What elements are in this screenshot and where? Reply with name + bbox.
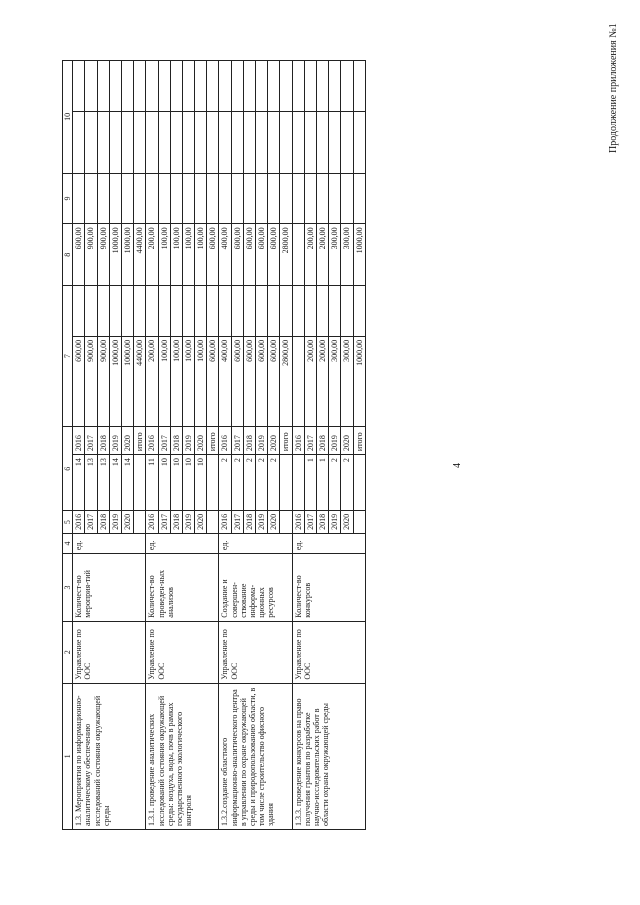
col7-cell [256, 286, 268, 337]
indicator-value: 14 [73, 455, 85, 511]
col10-cell [316, 111, 328, 173]
finance-year: 2018 [170, 426, 182, 454]
table-row [219, 61, 231, 830]
col9-cell [97, 173, 109, 224]
finance-year: 2016 [73, 426, 85, 454]
total-empty [280, 511, 292, 534]
col10-cell [304, 111, 316, 173]
total-empty [134, 511, 146, 534]
indicator-value: 1 [316, 455, 328, 511]
col10b-cell [316, 61, 328, 112]
col10b-cell [158, 61, 170, 112]
unit: ед. [292, 533, 365, 553]
total-label: итого [280, 426, 292, 454]
total-empty [353, 173, 365, 224]
total-empty [134, 111, 146, 173]
indicator-value: 2 [243, 455, 255, 511]
total-empty [353, 286, 365, 337]
col10-cell [85, 111, 97, 173]
col10-cell [97, 111, 109, 173]
column-number: 2 [63, 621, 73, 683]
column-number: 5 [63, 511, 73, 534]
finance-total: 900,00 [85, 336, 97, 426]
col10-cell [182, 111, 194, 173]
indicator-value: 14 [121, 455, 133, 511]
total-empty [353, 511, 365, 534]
indicator-value: 13 [97, 455, 109, 511]
total-finance: 2800,00 [280, 336, 292, 426]
col7-cell [85, 286, 97, 337]
col10b-cell [219, 61, 231, 112]
indicator-value: 13 [85, 455, 97, 511]
indicator-value: 2 [219, 455, 231, 511]
col7-cell [195, 286, 207, 337]
total-empty [207, 111, 219, 173]
total-empty [134, 286, 146, 337]
finance-year: 2019 [182, 426, 194, 454]
indicator-value: 2 [268, 455, 280, 511]
finance-year: 2017 [85, 426, 97, 454]
col7-cell [219, 286, 231, 337]
unit: ед. [219, 533, 292, 553]
col10b-cell [170, 61, 182, 112]
col10-cell [329, 111, 341, 173]
col10-cell [170, 111, 182, 173]
col10b-cell [268, 61, 280, 112]
executor: Управление по ООС [146, 621, 219, 683]
finance-total: 100,00 [195, 336, 207, 426]
regional-budget: 300,00 [329, 224, 341, 286]
executor: Управление по ООС [73, 621, 146, 683]
total-empty [280, 173, 292, 224]
total-empty [353, 455, 365, 511]
col10b-cell [85, 61, 97, 112]
col9-cell [109, 173, 121, 224]
unit: ед. [146, 533, 219, 553]
total-label: итого [353, 426, 365, 454]
column-number: 4 [63, 533, 73, 553]
regional-budget: 600,00 [268, 224, 280, 286]
regional-budget: 300,00 [341, 224, 353, 286]
column-number: 3 [63, 554, 73, 622]
finance-total: 1000,00 [121, 336, 133, 426]
col7-cell [292, 286, 304, 337]
executor: Управление по ООС [219, 621, 292, 683]
finance-total: 200,00 [316, 336, 328, 426]
col10-cell [158, 111, 170, 173]
total-budget: 2800,00 [280, 224, 292, 286]
table-row [73, 61, 85, 830]
total-empty [280, 61, 292, 112]
total-budget: 600,00 [207, 224, 219, 286]
col9-cell [268, 173, 280, 224]
col10-cell [109, 111, 121, 173]
indicator-value: 10 [182, 455, 194, 511]
program-table [62, 60, 366, 830]
finance-year: 2016 [219, 426, 231, 454]
column-number: 10 [63, 61, 73, 174]
total-empty [134, 173, 146, 224]
col10-cell [146, 111, 158, 173]
col10-cell [292, 111, 304, 173]
regional-budget: 200,00 [304, 224, 316, 286]
finance-year: 2020 [121, 426, 133, 454]
col9-cell [231, 173, 243, 224]
finance-year: 2019 [256, 426, 268, 454]
col10-cell [73, 111, 85, 173]
regional-budget: 100,00 [170, 224, 182, 286]
finance-total: 400,00 [219, 336, 231, 426]
measure-name: 1.3.1. проведение аналитических исследований состояния окружающей среды: воздуха, воды, почв в рамках государственного экологического контроля [146, 683, 219, 829]
indicator: Создание и совершен-ствование информа-ционных ресурсов [219, 554, 292, 622]
total-empty [207, 61, 219, 112]
year-cell: 2018 [97, 511, 109, 534]
col10b-cell [97, 61, 109, 112]
finance-year: 2017 [231, 426, 243, 454]
finance-year: 2020 [341, 426, 353, 454]
regional-budget: 200,00 [146, 224, 158, 286]
col9-cell [256, 173, 268, 224]
col9-cell [170, 173, 182, 224]
indicator-value: 10 [158, 455, 170, 511]
year-cell: 2017 [304, 511, 316, 534]
finance-total: 1000,00 [109, 336, 121, 426]
col9-cell [341, 173, 353, 224]
col7-cell [109, 286, 121, 337]
year-cell: 2017 [158, 511, 170, 534]
finance-year: 2018 [316, 426, 328, 454]
regional-budget: 900,00 [85, 224, 97, 286]
col10b-cell [304, 61, 316, 112]
finance-year: 2017 [304, 426, 316, 454]
finance-year: 2020 [268, 426, 280, 454]
col10b-cell [329, 61, 341, 112]
year-cell: 2018 [316, 511, 328, 534]
col7-cell [316, 286, 328, 337]
indicator-value: 2 [329, 455, 341, 511]
finance-year: 2016 [146, 426, 158, 454]
total-empty [353, 111, 365, 173]
finance-total: 600,00 [231, 336, 243, 426]
col7-cell [73, 286, 85, 337]
column-number: 6 [63, 426, 73, 510]
col9-cell [292, 173, 304, 224]
col10b-cell [231, 61, 243, 112]
total-finance: 1000,00 [353, 336, 365, 426]
regional-budget: 100,00 [182, 224, 194, 286]
year-cell: 2016 [146, 511, 158, 534]
indicator-value: 2 [256, 455, 268, 511]
year-cell: 2020 [268, 511, 280, 534]
col7-cell [97, 286, 109, 337]
col7-cell [231, 286, 243, 337]
finance-year: 2018 [243, 426, 255, 454]
indicator-value: 10 [195, 455, 207, 511]
col9-cell [329, 173, 341, 224]
total-empty [353, 61, 365, 112]
indicator-value: 11 [146, 455, 158, 511]
regional-budget: 900,00 [97, 224, 109, 286]
finance-total: 200,00 [304, 336, 316, 426]
col10-cell [243, 111, 255, 173]
year-cell: 2020 [341, 511, 353, 534]
indicator: Количест-во конкурсов [292, 554, 365, 622]
col7-cell [341, 286, 353, 337]
col9-cell [304, 173, 316, 224]
col7-cell [158, 286, 170, 337]
total-empty [134, 61, 146, 112]
total-empty [207, 286, 219, 337]
finance-year: 2020 [195, 426, 207, 454]
col7-cell [182, 286, 194, 337]
column-number: 7 [63, 286, 73, 427]
page-number: 4 [452, 463, 463, 468]
finance-total: 600,00 [243, 336, 255, 426]
measure-name: 1.3.3. проведение конкурсов на право получения грантов по разработке научно-исследовательских работ в области охраны окружающей среды [292, 683, 365, 829]
finance-total [292, 336, 304, 426]
unit: ед. [73, 533, 146, 553]
column-number: 8 [63, 224, 73, 286]
year-cell: 2016 [219, 511, 231, 534]
finance-year: 2016 [292, 426, 304, 454]
indicator-value: 2 [341, 455, 353, 511]
finance-year: 2019 [109, 426, 121, 454]
regional-budget: 200,00 [316, 224, 328, 286]
finance-total: 100,00 [170, 336, 182, 426]
total-budget: 4400,00 [134, 224, 146, 286]
col10b-cell [256, 61, 268, 112]
finance-year: 2017 [158, 426, 170, 454]
regional-budget: 1000,00 [109, 224, 121, 286]
col10-cell [268, 111, 280, 173]
indicator-value: 14 [109, 455, 121, 511]
year-cell: 2020 [121, 511, 133, 534]
total-empty [207, 173, 219, 224]
finance-total: 600,00 [256, 336, 268, 426]
finance-total: 300,00 [329, 336, 341, 426]
col9-cell [182, 173, 194, 224]
year-cell: 2019 [109, 511, 121, 534]
col9-cell [121, 173, 133, 224]
total-finance: 4400,00 [134, 336, 146, 426]
total-label: итого [207, 426, 219, 454]
col9-cell [158, 173, 170, 224]
year-cell: 2016 [73, 511, 85, 534]
col7-cell [121, 286, 133, 337]
col9-cell [85, 173, 97, 224]
finance-year: 2019 [329, 426, 341, 454]
regional-budget: 600,00 [73, 224, 85, 286]
year-cell: 2018 [170, 511, 182, 534]
year-cell: 2017 [231, 511, 243, 534]
col7-cell [304, 286, 316, 337]
column-number: 1 [63, 683, 73, 829]
total-empty [207, 511, 219, 534]
col10b-cell [146, 61, 158, 112]
col10-cell [341, 111, 353, 173]
col10b-cell [243, 61, 255, 112]
col9-cell [195, 173, 207, 224]
year-cell: 2019 [256, 511, 268, 534]
col10-cell [195, 111, 207, 173]
total-empty [134, 455, 146, 511]
regional-budget: 600,00 [256, 224, 268, 286]
year-cell: 2018 [243, 511, 255, 534]
year-cell: 2020 [195, 511, 207, 534]
col10-cell [231, 111, 243, 173]
finance-total: 100,00 [182, 336, 194, 426]
col7-cell [243, 286, 255, 337]
regional-budget: 1000,00 [121, 224, 133, 286]
total-empty [207, 455, 219, 511]
year-cell: 2017 [85, 511, 97, 534]
col7-cell [170, 286, 182, 337]
year-cell: 2016 [292, 511, 304, 534]
total-empty [280, 455, 292, 511]
indicator-value [292, 455, 304, 511]
col7-cell [268, 286, 280, 337]
indicator-value: 1 [304, 455, 316, 511]
finance-total: 300,00 [341, 336, 353, 426]
col7-cell [146, 286, 158, 337]
indicator: Количест-во мероприя-тий [73, 554, 146, 622]
col9-cell [219, 173, 231, 224]
col10b-cell [109, 61, 121, 112]
measure-name: 1.3. Мероприятия по информационно-аналитическому обеспечению исследований состояния окружающей среды [73, 683, 146, 829]
total-empty [280, 111, 292, 173]
column-number-row [63, 61, 73, 830]
indicator-value: 10 [170, 455, 182, 511]
finance-total: 600,00 [73, 336, 85, 426]
regional-budget: 100,00 [195, 224, 207, 286]
col9-cell [243, 173, 255, 224]
finance-total: 900,00 [97, 336, 109, 426]
table-row [146, 61, 158, 830]
total-label: итого [134, 426, 146, 454]
year-cell: 2019 [329, 511, 341, 534]
col10b-cell [341, 61, 353, 112]
col10b-cell [73, 61, 85, 112]
col10b-cell [195, 61, 207, 112]
regional-budget: 600,00 [243, 224, 255, 286]
finance-total: 200,00 [146, 336, 158, 426]
total-finance: 600,00 [207, 336, 219, 426]
finance-year: 2018 [97, 426, 109, 454]
finance-total: 100,00 [158, 336, 170, 426]
measure-name: 1.3.2.создание областного информационно-аналитического центра в управлении по охране окружающей среды и природопользованию области, в том числе строительство офисного здания [219, 683, 292, 829]
continuation-caption: Продолжение приложения №1 [608, 23, 619, 153]
table-row [292, 61, 304, 830]
column-number: 9 [63, 173, 73, 224]
col9-cell [73, 173, 85, 224]
year-cell: 2019 [182, 511, 194, 534]
col10b-cell [292, 61, 304, 112]
total-budget: 1000,00 [353, 224, 365, 286]
executor: Управление по ООС [292, 621, 365, 683]
indicator-value: 2 [231, 455, 243, 511]
col10b-cell [121, 61, 133, 112]
regional-budget: 400,00 [219, 224, 231, 286]
col9-cell [146, 173, 158, 224]
col10-cell [121, 111, 133, 173]
regional-budget [292, 224, 304, 286]
col7-cell [329, 286, 341, 337]
col10-cell [219, 111, 231, 173]
col10-cell [256, 111, 268, 173]
regional-budget: 100,00 [158, 224, 170, 286]
col10b-cell [182, 61, 194, 112]
total-empty [280, 286, 292, 337]
col9-cell [316, 173, 328, 224]
finance-total: 600,00 [268, 336, 280, 426]
regional-budget: 600,00 [231, 224, 243, 286]
indicator: Количест-во проведен-ных анализов [146, 554, 219, 622]
